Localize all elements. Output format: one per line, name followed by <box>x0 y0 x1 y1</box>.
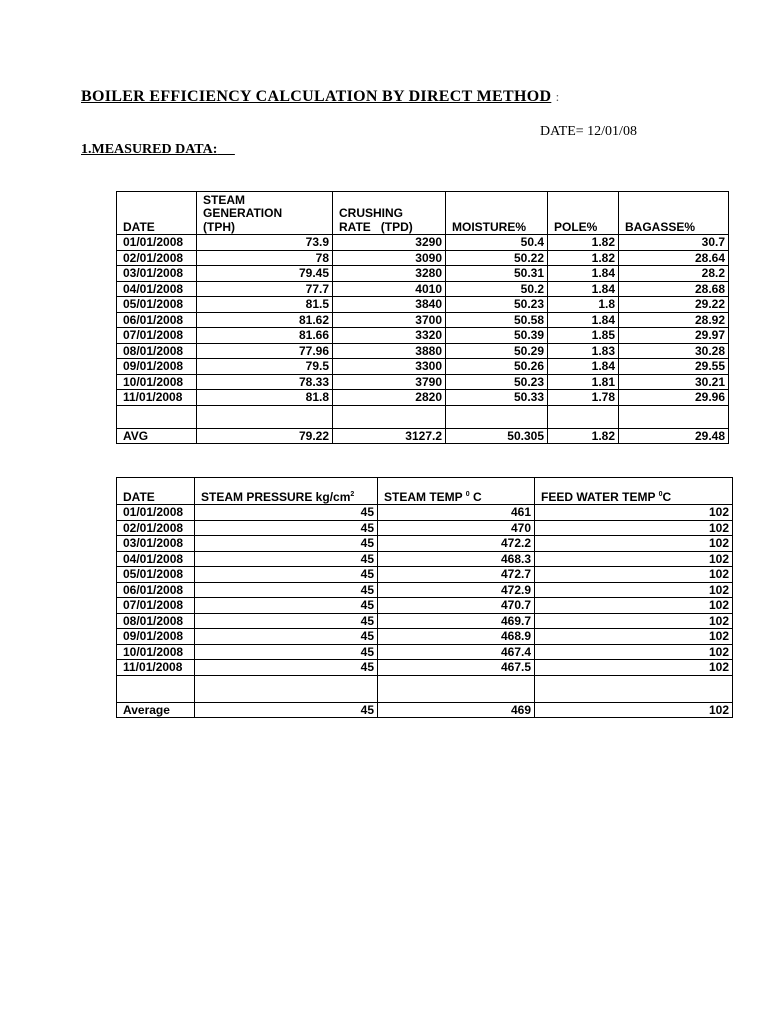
avg-feed-water-temp: 102 <box>535 702 733 718</box>
table-row <box>117 567 733 583</box>
cell-pole: 1.85 <box>548 328 619 344</box>
cell-date: 10/01/2008 <box>117 374 197 390</box>
cell-steam-generation: 81.66 <box>197 328 333 344</box>
cell-steam-pressure: 45 <box>195 613 378 629</box>
cell-crushing-rate: 3700 <box>333 312 446 328</box>
cell-crushing-rate: 3090 <box>333 250 446 266</box>
cell-steam-generation: 77.96 <box>197 343 333 359</box>
cell-moisture: 50.33 <box>446 390 548 406</box>
cell-steam-generation: 77.7 <box>197 281 333 297</box>
cell-pole: 1.84 <box>548 359 619 375</box>
cell-bagasse: 29.55 <box>619 359 729 375</box>
cell-moisture: 50.4 <box>446 235 548 251</box>
cell-date: 05/01/2008 <box>117 567 195 583</box>
header-steam-generation <box>197 192 333 235</box>
cell-steam-pressure: 45 <box>195 598 378 614</box>
table-row <box>117 551 733 567</box>
cell-feed-water-temp: 102 <box>535 536 733 552</box>
cell-crushing-rate: 3880 <box>333 343 446 359</box>
table-row <box>117 343 729 359</box>
document-date <box>540 124 637 140</box>
cell-bagasse: 28.64 <box>619 250 729 266</box>
cell-crushing-rate: 3840 <box>333 297 446 313</box>
header-steam-line3: (TPH) <box>203 219 235 234</box>
title-text: BOILER EFFICIENCY CALCULATION BY DIRECT METHOD <box>81 88 552 105</box>
cell-pole: 1.8 <box>548 297 619 313</box>
header-temp-sup: 0 <box>465 491 470 498</box>
cell-bagasse: 29.96 <box>619 390 729 406</box>
table-row <box>117 582 733 598</box>
cell-bagasse: 28.2 <box>619 266 729 282</box>
cell-steam-pressure: 45 <box>195 629 378 645</box>
table-header-row <box>117 192 729 235</box>
header-date: DATE <box>117 478 195 505</box>
table-row <box>117 390 729 406</box>
cell-steam-generation: 78 <box>197 250 333 266</box>
table-row <box>117 598 733 614</box>
cell-steam-generation: 79.45 <box>197 266 333 282</box>
header-feed-text: FEED WATER TEMP <box>541 490 659 504</box>
header-moisture: MOISTURE% <box>446 192 548 235</box>
table-row <box>117 629 733 645</box>
cell-steam-temp: 468.9 <box>378 629 535 645</box>
header-feed-unit: C <box>662 490 672 504</box>
cell-date: 05/01/2008 <box>117 297 197 313</box>
cell-steam-pressure: 45 <box>195 536 378 552</box>
title-colon: : <box>555 89 560 104</box>
table-row <box>117 328 729 344</box>
table-row <box>117 660 733 676</box>
cell-moisture: 50.39 <box>446 328 548 344</box>
cell-pole: 1.84 <box>548 281 619 297</box>
header-pole: POLE% <box>548 192 619 235</box>
cell-moisture: 50.29 <box>446 343 548 359</box>
cell-pole: 1.84 <box>548 312 619 328</box>
cell-crushing-rate: 3320 <box>333 328 446 344</box>
cell-date: 04/01/2008 <box>117 281 197 297</box>
cell-feed-water-temp: 102 <box>535 598 733 614</box>
header-temp-text: STEAM TEMP <box>384 490 466 504</box>
cell-crushing-rate: 3300 <box>333 359 446 375</box>
table-row <box>117 505 733 521</box>
cell-feed-water-temp: 102 <box>535 582 733 598</box>
cell-moisture: 50.31 <box>446 266 548 282</box>
cell-steam-temp: 472.7 <box>378 567 535 583</box>
table-row <box>117 520 733 536</box>
cell-pole: 1.82 <box>548 250 619 266</box>
table-row <box>117 235 729 251</box>
cell-bagasse: 30.28 <box>619 343 729 359</box>
cell-date: 06/01/2008 <box>117 312 197 328</box>
cell-date: 07/01/2008 <box>117 328 197 344</box>
cell-date: 01/01/2008 <box>117 235 197 251</box>
cell-bagasse: 30.21 <box>619 374 729 390</box>
cell-date: 09/01/2008 <box>117 629 195 645</box>
header-feed-water-temp <box>535 478 733 505</box>
cell-feed-water-temp: 102 <box>535 644 733 660</box>
cell-pole: 1.78 <box>548 390 619 406</box>
cell-date: 02/01/2008 <box>117 250 197 266</box>
header-steam-line2: GENERATION <box>203 206 283 220</box>
cell-steam-temp: 467.5 <box>378 660 535 676</box>
avg-steam-temp: 469 <box>378 702 535 718</box>
cell-date: 10/01/2008 <box>117 644 195 660</box>
page-title <box>81 88 560 106</box>
cell-pole: 1.83 <box>548 343 619 359</box>
cell-date: 01/01/2008 <box>117 505 195 521</box>
cell-steam-pressure: 45 <box>195 567 378 583</box>
table-average-row <box>117 428 729 444</box>
cell-steam-temp: 470 <box>378 520 535 536</box>
cell-bagasse: 29.97 <box>619 328 729 344</box>
cell-feed-water-temp: 102 <box>535 613 733 629</box>
cell-feed-water-temp: 102 <box>535 520 733 536</box>
cell-crushing-rate: 3280 <box>333 266 446 282</box>
table-row <box>117 374 729 390</box>
table-row <box>117 536 733 552</box>
cell-date: 11/01/2008 <box>117 660 195 676</box>
cell-steam-temp: 468.3 <box>378 551 535 567</box>
cell-crushing-rate: 4010 <box>333 281 446 297</box>
cell-date: 08/01/2008 <box>117 613 195 629</box>
cell-steam-pressure: 45 <box>195 582 378 598</box>
cell-moisture: 50.26 <box>446 359 548 375</box>
cell-date: 06/01/2008 <box>117 582 195 598</box>
cell-feed-water-temp: 102 <box>535 505 733 521</box>
table-row <box>117 613 733 629</box>
cell-steam-generation: 78.33 <box>197 374 333 390</box>
table-spacer-row <box>117 405 729 428</box>
avg-steam-generation: 79.22 <box>197 428 333 444</box>
cell-pole: 1.81 <box>548 374 619 390</box>
cell-steam-temp: 467.4 <box>378 644 535 660</box>
header-crush-line1: CRUSHING <box>339 206 404 220</box>
table-header-row <box>117 478 733 505</box>
cell-feed-water-temp: 102 <box>535 551 733 567</box>
cell-date: 08/01/2008 <box>117 343 197 359</box>
cell-crushing-rate: 3290 <box>333 235 446 251</box>
header-pressure-sup: 2 <box>350 491 355 498</box>
header-feed-sup: 0 <box>658 491 663 498</box>
avg-moisture: 50.305 <box>446 428 548 444</box>
table-row <box>117 312 729 328</box>
avg-steam-pressure: 45 <box>195 702 378 718</box>
cell-moisture: 50.22 <box>446 250 548 266</box>
header-date: DATE <box>117 192 197 235</box>
header-steam-pressure <box>195 478 378 505</box>
cell-feed-water-temp: 102 <box>535 660 733 676</box>
cell-steam-temp: 470.7 <box>378 598 535 614</box>
cell-crushing-rate: 3790 <box>333 374 446 390</box>
header-bagasse: BAGASSE% <box>619 192 729 235</box>
cell-date: 11/01/2008 <box>117 390 197 406</box>
avg-label: AVG <box>117 428 197 444</box>
cell-steam-pressure: 45 <box>195 551 378 567</box>
cell-moisture: 50.58 <box>446 312 548 328</box>
cell-steam-generation: 81.5 <box>197 297 333 313</box>
table-spacer-row <box>117 675 733 702</box>
avg-bagasse: 29.48 <box>619 428 729 444</box>
header-crushing-rate <box>333 192 446 235</box>
date-label: DATE= <box>540 124 584 139</box>
cell-steam-temp: 461 <box>378 505 535 521</box>
cell-date: 03/01/2008 <box>117 266 197 282</box>
header-crush-line2: RATE (TPD) <box>339 219 413 234</box>
cell-feed-water-temp: 102 <box>535 629 733 645</box>
cell-date: 02/01/2008 <box>117 520 195 536</box>
section-heading <box>81 142 235 158</box>
cell-steam-generation: 73.9 <box>197 235 333 251</box>
cell-bagasse: 28.92 <box>619 312 729 328</box>
cell-moisture: 50.2 <box>446 281 548 297</box>
cell-bagasse: 29.22 <box>619 297 729 313</box>
cell-moisture: 50.23 <box>446 374 548 390</box>
cell-steam-pressure: 45 <box>195 660 378 676</box>
cell-bagasse: 30.7 <box>619 235 729 251</box>
cell-steam-pressure: 45 <box>195 520 378 536</box>
cell-moisture: 50.23 <box>446 297 548 313</box>
cell-feed-water-temp: 102 <box>535 567 733 583</box>
cell-date: 03/01/2008 <box>117 536 195 552</box>
cell-steam-temp: 469.7 <box>378 613 535 629</box>
section-heading-text: 1.MEASURED DATA: <box>81 142 218 157</box>
cell-steam-temp: 472.9 <box>378 582 535 598</box>
table-row <box>117 250 729 266</box>
table-row <box>117 281 729 297</box>
cell-bagasse: 28.68 <box>619 281 729 297</box>
header-steam-temp <box>378 478 535 505</box>
header-temp-unit: C <box>469 490 482 504</box>
measured-data-table <box>116 191 729 444</box>
cell-steam-temp: 472.2 <box>378 536 535 552</box>
avg-label: Average <box>117 702 195 718</box>
table-row <box>117 644 733 660</box>
table-row <box>117 297 729 313</box>
cell-date: 07/01/2008 <box>117 598 195 614</box>
cell-pole: 1.84 <box>548 266 619 282</box>
header-pressure-text: STEAM PRESSURE kg/cm <box>201 490 351 504</box>
table-row <box>117 359 729 375</box>
cell-steam-pressure: 45 <box>195 505 378 521</box>
avg-pole: 1.82 <box>548 428 619 444</box>
cell-steam-generation: 81.62 <box>197 312 333 328</box>
cell-pole: 1.82 <box>548 235 619 251</box>
cell-steam-generation: 81.8 <box>197 390 333 406</box>
steam-conditions-table <box>116 477 733 718</box>
table-row <box>117 266 729 282</box>
header-steam-line1: STEAM <box>203 192 245 207</box>
avg-crushing-rate: 3127.2 <box>333 428 446 444</box>
cell-date: 04/01/2008 <box>117 551 195 567</box>
cell-date: 09/01/2008 <box>117 359 197 375</box>
table-average-row <box>117 702 733 718</box>
cell-steam-pressure: 45 <box>195 644 378 660</box>
date-value: 12/01/08 <box>587 124 637 139</box>
cell-steam-generation: 79.5 <box>197 359 333 375</box>
cell-crushing-rate: 2820 <box>333 390 446 406</box>
